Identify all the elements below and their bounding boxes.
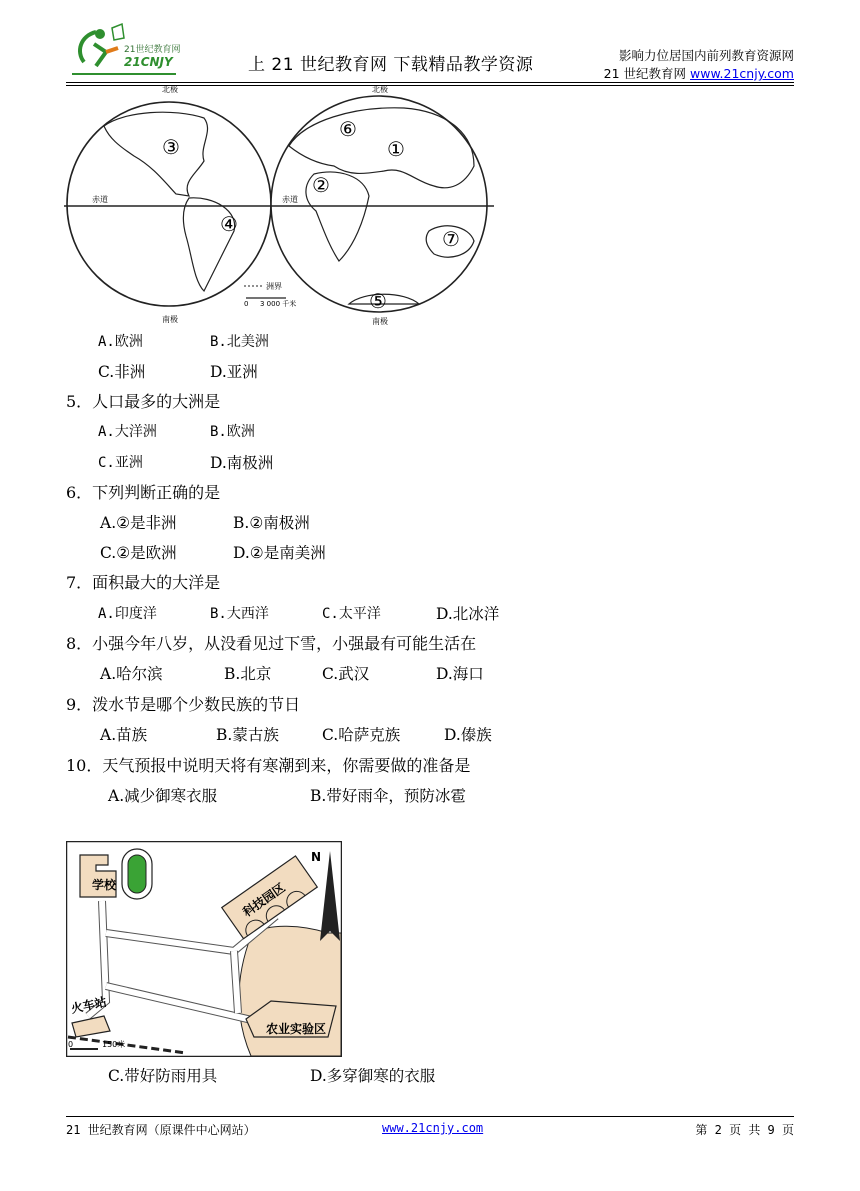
footer-divider bbox=[66, 1116, 794, 1117]
q6-option-b: B.②南极洲 bbox=[233, 514, 310, 532]
q10-option-b: B.带好雨伞，预防冰雹 bbox=[310, 787, 466, 805]
q8-stem: 8．小强今年八岁，从没看见过下雪，小强最有可能生活在 bbox=[66, 634, 477, 653]
footer-left: 21 世纪教育网（原课件中心网站） bbox=[66, 1123, 256, 1137]
q10-stem: 10．天气预报中说明天将有寒潮到来，你需要做的准备是 bbox=[66, 756, 471, 775]
q4-option-a: A.欧洲 bbox=[98, 334, 143, 350]
q4-option-d: D.亚洲 bbox=[210, 363, 258, 381]
world-map-legend-label: 洲界 bbox=[266, 282, 282, 291]
continent-marker-2: ② bbox=[312, 173, 330, 197]
continent-marker-4: ④ bbox=[220, 212, 238, 236]
header-site-link[interactable]: www.21cnjy.com bbox=[690, 66, 794, 81]
q7-option-c: C.太平洋 bbox=[322, 606, 381, 622]
logo-text-en: 21CNJY bbox=[124, 55, 173, 69]
q4-option-c: C.非洲 bbox=[98, 363, 146, 381]
q10-option-d: D.多穿御寒的衣服 bbox=[310, 1067, 436, 1085]
q8-option-a: A.哈尔滨 bbox=[100, 665, 163, 683]
header-title: 上 21 世纪教育网 下载精品教学资源 bbox=[248, 55, 534, 75]
q9-option-a: A.苗族 bbox=[100, 726, 148, 744]
world-map-north-label-west: 北极 bbox=[162, 86, 178, 94]
town-map-scale-label: 150米 bbox=[102, 1040, 126, 1049]
q6-option-a: A.②是非洲 bbox=[100, 514, 177, 532]
continent-marker-1: ① bbox=[387, 137, 405, 161]
continent-marker-5: ⑤ bbox=[369, 289, 387, 313]
footer-link[interactable]: www.21cnjy.com bbox=[382, 1121, 484, 1135]
world-map-scale-label: 3 000 千米 bbox=[260, 300, 297, 308]
q7-option-a: A.印度洋 bbox=[98, 606, 157, 622]
q7-stem: 7．面积最大的大洋是 bbox=[66, 573, 221, 592]
world-map-south-label-west: 南极 bbox=[162, 315, 178, 324]
q5-option-b: B.欧洲 bbox=[210, 424, 255, 440]
q9-option-d: D.傣族 bbox=[444, 726, 492, 744]
town-map-tech-label: 科技园区 bbox=[240, 880, 288, 920]
q10-option-a: A.减少御寒衣服 bbox=[108, 787, 218, 805]
site-logo bbox=[66, 22, 196, 80]
q5-option-a: A.大洋洲 bbox=[98, 424, 157, 440]
q7-option-d: D.北冰洋 bbox=[436, 605, 500, 623]
continent-marker-3: ③ bbox=[162, 135, 180, 159]
q8-option-d: D.海口 bbox=[436, 665, 484, 683]
q9-stem: 9．泼水节是哪个少数民族的节日 bbox=[66, 695, 301, 714]
world-map-north-label-east: 北极 bbox=[372, 86, 388, 94]
q6-option-c: C.②是欧洲 bbox=[100, 544, 177, 562]
q6-option-d: D.②是南美洲 bbox=[233, 544, 326, 562]
world-map-south-label-east: 南极 bbox=[372, 317, 388, 326]
q4-option-b: B.北美洲 bbox=[210, 334, 269, 350]
q10-option-c: C.带好防雨用具 bbox=[108, 1067, 218, 1085]
town-map-scale-zero: 0 bbox=[68, 1040, 74, 1049]
world-map-equator-label-east: 赤道 bbox=[282, 195, 298, 204]
q7-option-b: B.大西洋 bbox=[210, 606, 269, 622]
q8-option-b: B.北京 bbox=[224, 665, 272, 683]
town-map-school-label: 学校 bbox=[92, 878, 117, 892]
world-map-figure bbox=[64, 86, 494, 326]
q8-option-c: C.武汉 bbox=[322, 665, 370, 683]
logo-text-cn: 21世纪教育网 bbox=[124, 45, 181, 55]
town-map-station-label: 火车站 bbox=[69, 994, 108, 1016]
q9-option-b: B.蒙古族 bbox=[216, 726, 279, 744]
q9-option-c: C.哈萨克族 bbox=[322, 726, 401, 744]
q5-option-d: D.南极洲 bbox=[210, 454, 274, 472]
town-map-north-label: N bbox=[311, 850, 322, 864]
continent-marker-6: ⑥ bbox=[339, 117, 357, 141]
continent-marker-7: ⑦ bbox=[442, 227, 460, 251]
header-slogan: 影响力位居国内前列教育资源网 bbox=[618, 48, 794, 63]
q6-stem: 6．下列判断正确的是 bbox=[66, 483, 221, 502]
q5-option-c: C.亚洲 bbox=[98, 455, 143, 471]
town-map-figure bbox=[66, 841, 342, 1057]
world-map-equator-label-west: 赤道 bbox=[92, 195, 108, 204]
world-map-scale-zero: 0 bbox=[244, 300, 249, 308]
footer-page-number: 第 2 页 共 9 页 bbox=[695, 1123, 794, 1137]
q5-stem: 5．人口最多的大洲是 bbox=[66, 392, 221, 411]
header-site-line bbox=[604, 64, 794, 82]
header-site-prefix: 21 世纪教育网 bbox=[603, 66, 691, 81]
town-map-agri-label: 农业实验区 bbox=[266, 1022, 327, 1036]
header-divider bbox=[66, 82, 794, 83]
